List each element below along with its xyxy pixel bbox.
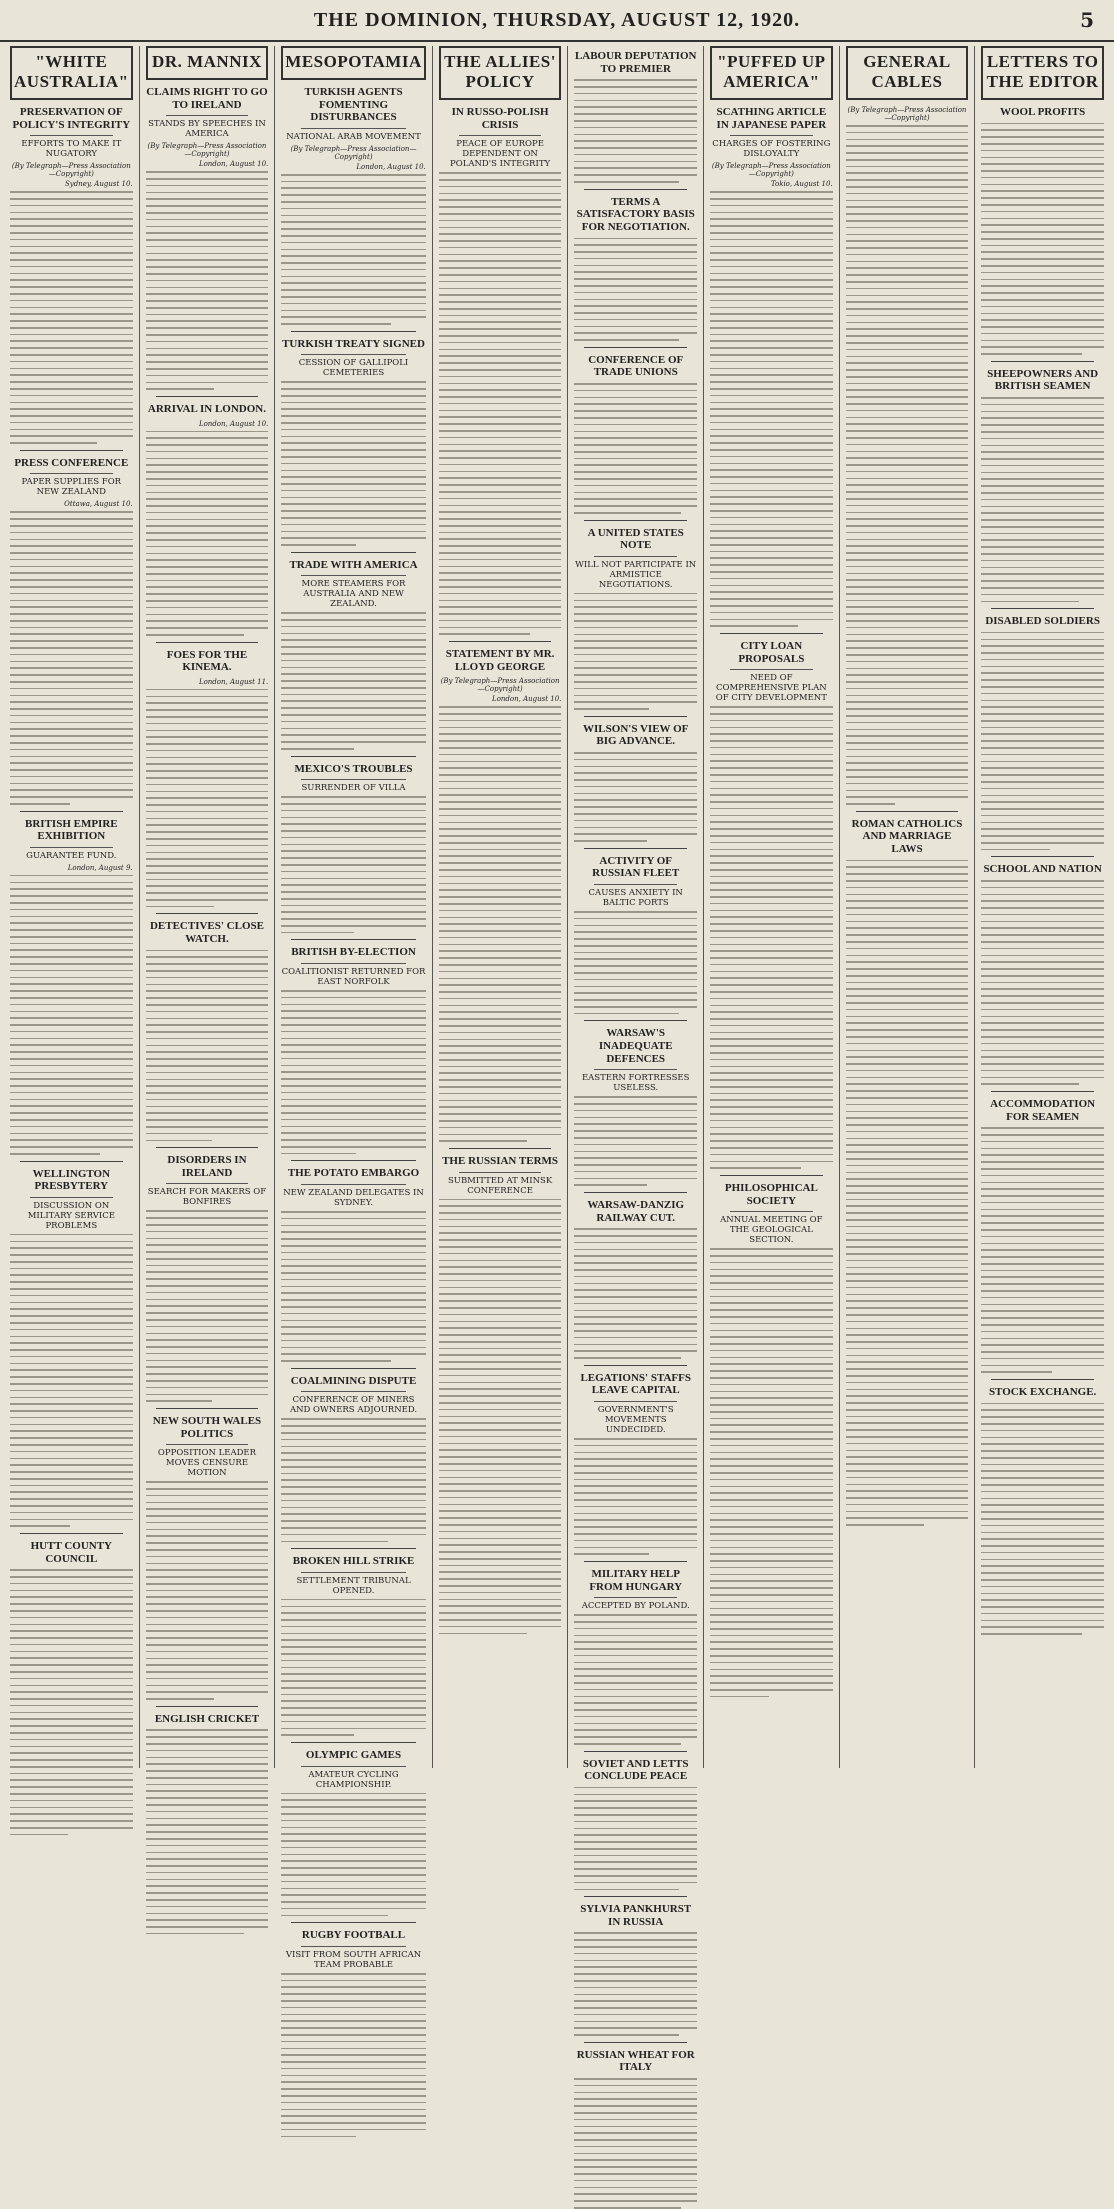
article (981, 608, 1104, 850)
article-subheadline: COALITIONIST RETURNED FOR EAST NORFOLK (281, 967, 426, 988)
article (281, 1742, 425, 1916)
article (574, 1020, 697, 1186)
article (574, 520, 697, 710)
article-subheadline: ANNUAL MEETING OF THE GEOLOGICAL SECTION. (720, 1215, 823, 1246)
article-headline: LABOUR DEPUTATION TO PREMIER (574, 50, 697, 75)
article (574, 1896, 697, 2036)
article (439, 1148, 562, 1634)
article-body-text (981, 632, 1104, 851)
article (981, 1091, 1104, 1373)
article (574, 716, 697, 842)
article-body-text (10, 1234, 133, 1527)
columns-container (4, 46, 1110, 2074)
article-divider (449, 1148, 552, 1149)
banner-headline: LETTERS TO THE EDITOR (986, 52, 1099, 91)
article-body-text (281, 174, 425, 325)
article-divider (584, 1896, 687, 1897)
column-3 (275, 46, 432, 1970)
article-divider (856, 811, 959, 812)
headline-rule (301, 1184, 405, 1185)
article-subheadline: SETTLEMENT TRIBUNAL OPENED. (296, 1575, 411, 1596)
article-divider (20, 811, 123, 812)
article-body-text (574, 383, 697, 513)
article-divider (584, 347, 687, 348)
article-divider (991, 856, 1094, 857)
column-5 (568, 46, 704, 2074)
article-headline: LEGATIONS' STAFFS LEAVE CAPITAL (580, 1371, 691, 1397)
article (146, 1147, 269, 1402)
article (146, 913, 269, 1141)
article-headline: SCHOOL AND NATION (983, 863, 1102, 876)
banner-headline: "PUFFED UP AMERICA" (717, 52, 826, 91)
article-subheadline: CONFERENCE OF MINERS AND OWNERS ADJOURNED. (289, 1395, 418, 1416)
article-headline: PHILOSOPHICAL SOCIETY (724, 1181, 818, 1207)
article-body-text (574, 911, 697, 1014)
article-divider (584, 1192, 687, 1193)
article (981, 1379, 1104, 1635)
banner-headline: THE ALLIES' POLICY (444, 52, 556, 91)
article-divider (156, 1147, 259, 1148)
article-subheadline: SEARCH FOR MAKERS OF BONFIRES (147, 1187, 267, 1208)
article-body-text (574, 593, 697, 710)
article-subheadline: VISIT FROM SOUTH AFRICAN TEAM PROBABLE (285, 1949, 422, 1970)
article-divider (991, 1091, 1094, 1092)
article (710, 106, 833, 627)
article (281, 552, 425, 750)
article-headline: IN RUSSO-POLISH CRISIS (451, 106, 549, 131)
article-headline: BRITISH BY-ELECTION (291, 946, 416, 959)
article-divider (291, 1548, 415, 1549)
article-divider (156, 1706, 259, 1707)
article (846, 106, 969, 805)
article-body-text (281, 612, 425, 749)
article-dateline: London, August 11. (198, 677, 269, 686)
article-headline: STOCK EXCHANGE. (988, 1386, 1097, 1399)
article-subheadline: PAPER SUPPLIES FOR NEW ZEALAND (21, 477, 122, 498)
article-headline: BRITISH EMPIRE EXHIBITION (25, 817, 118, 843)
article-subheadline: NATIONAL ARAB MOVEMENT (286, 131, 421, 142)
article (574, 848, 697, 1015)
article (439, 641, 562, 1142)
article-headline: WELLINGTON PRESBYTERY (32, 1167, 111, 1193)
article-body-text (281, 1793, 425, 1917)
article-body-text (574, 2078, 697, 2208)
article (574, 1751, 697, 1891)
article-body-text (574, 1932, 697, 2035)
article (146, 396, 269, 636)
article-headline: WILSON'S VIEW OF BIG ADVANCE. (583, 722, 689, 748)
article-headline: ACCOMMODATION FOR SEAMEN (990, 1098, 1096, 1123)
headline-rule (459, 1172, 542, 1173)
article-dateline: Tokio, August 10. (770, 180, 833, 189)
article-divider (584, 2042, 687, 2043)
article-divider (291, 1742, 415, 1743)
article (10, 1161, 133, 1527)
article-dateline: Ottawa, August 10. (64, 500, 133, 509)
article-subheadline: WILL NOT PARTICIPATE IN ARMISTICE NEGOTIATIONS. (575, 559, 697, 590)
article-subheadline: CHARGES OF FOSTERING DISLOYALTY (712, 139, 831, 160)
article (710, 633, 833, 1169)
article-divider (156, 913, 259, 914)
article (281, 1548, 425, 1736)
article-body-text (574, 1787, 697, 1890)
article-dateline: London, August 10. (198, 160, 269, 169)
column-4 (433, 46, 569, 1768)
article-subheadline: DISCUSSION ON MILITARY SERVICE PROBLEMS (27, 1200, 115, 1231)
article-headline: OLYMPIC GAMES (305, 1748, 402, 1761)
article-body-text (146, 1729, 269, 1934)
article-body-text (710, 191, 833, 627)
article-body-text (146, 950, 269, 1141)
article-headline: BROKEN HILL STRIKE (292, 1555, 415, 1568)
article-headline: TURKISH TREATY SIGNED (282, 337, 425, 350)
article-divider (584, 716, 687, 717)
masthead (0, 0, 1114, 42)
article-headline: HUTT COUNTY COUNCIL (30, 1539, 113, 1565)
article-headline: TERMS A SATISFACTORY BASIS FOR NEGOTIATION. (576, 195, 695, 233)
column-6 (704, 46, 840, 1768)
article (10, 811, 133, 1155)
article-body-text (574, 752, 697, 842)
article-headline: WOOL PROFITS (999, 106, 1086, 118)
article-divider (584, 1561, 687, 1562)
article-body-text (574, 1228, 697, 1358)
article-divider (584, 1020, 687, 1021)
article-divider (584, 520, 687, 521)
article-divider (584, 848, 687, 849)
article-headline: COALMINING DISPUTE (290, 1374, 417, 1387)
article (981, 106, 1104, 355)
article (281, 756, 425, 934)
article (281, 331, 425, 546)
article-body-text (281, 1418, 425, 1542)
article-headline: THE RUSSIAN TERMS (442, 1154, 559, 1167)
article (574, 1561, 697, 1745)
article-dateline: Sydney, August 10. (64, 180, 133, 189)
article (281, 86, 425, 325)
article-divider (291, 939, 415, 940)
article-subheadline: EASTERN FORTRESSES USELESS. (581, 1073, 690, 1094)
article-byline: (By Telegraph—Press Association—Copyright) (847, 106, 967, 122)
article (981, 361, 1104, 602)
article-subheadline: ACCEPTED BY POLAND. (581, 1601, 690, 1612)
article-body-text (981, 397, 1104, 602)
article-body-text (10, 511, 133, 804)
article-divider (291, 552, 415, 553)
article (710, 1175, 833, 1697)
headline-rule (166, 115, 249, 116)
article-byline: (By Telegraph—Press Association—Copyright) (711, 162, 831, 179)
article-body-text (439, 1199, 562, 1635)
article-headline: RUGBY FOOTBALL (301, 1929, 406, 1942)
article-divider (291, 331, 415, 332)
article-headline: THE POTATO EMBARGO (287, 1167, 420, 1180)
article (146, 642, 269, 908)
article-dateline: London, August 10. (198, 419, 269, 428)
article-byline: (By Telegraph—Press Association—Copyright) (290, 144, 417, 161)
headline-rule (459, 135, 542, 136)
article-body-text (146, 1481, 269, 1700)
article-body-text (146, 431, 269, 636)
article-dateline: London, August 9. (67, 863, 133, 872)
article-headline: MEXICO'S TROUBLES (294, 762, 413, 775)
headline-rule (166, 1183, 249, 1184)
article-subheadline: MORE STEAMERS FOR AUSTRALIA AND NEW ZEALAND. (301, 579, 406, 610)
article (981, 856, 1104, 1085)
article-headline: DETECTIVES' CLOSE WATCH. (149, 920, 264, 946)
article (10, 1533, 133, 1835)
article-body-text (281, 381, 425, 545)
article-byline: (By Telegraph—Press Association—Copyright) (11, 162, 131, 179)
article-body-text (146, 171, 269, 390)
article-body-text (439, 172, 562, 635)
column-7 (840, 46, 976, 1768)
article (439, 106, 562, 635)
article-headline: SOVIET AND LETTS CONCLUDE PEACE (582, 1757, 689, 1783)
article-headline: CONFERENCE OF TRADE UNIONS (588, 353, 684, 379)
article-body-text (574, 1438, 697, 1555)
article-body-text (981, 1127, 1104, 1373)
article-headline: ENGLISH CRICKET (154, 1712, 260, 1725)
column-8 (975, 46, 1110, 1768)
article (846, 811, 969, 1526)
article (10, 106, 133, 444)
article-dateline: London, August 10. (492, 695, 562, 704)
article-body-text (981, 880, 1104, 1085)
masthead-title: THE DOMINION, THURSDAY, AUGUST 12, 1920. (313, 8, 801, 31)
article (574, 1192, 697, 1359)
article-headline: TURKISH AGENTS FOMENTING DISTURBANCES (304, 86, 403, 124)
article-divider (291, 1922, 415, 1923)
article-headline: STATEMENT BY MR. LLOYD GEORGE (445, 648, 555, 673)
article-headline: RUSSIAN WHEAT FOR ITALY (576, 2048, 695, 2074)
article-headline: ROMAN CATHOLICS AND MARRIAGE LAWS (851, 817, 963, 855)
article-body-text (574, 238, 697, 341)
article (574, 347, 697, 514)
article-divider (720, 633, 823, 634)
article (574, 1365, 697, 1555)
article-body-text (10, 191, 133, 444)
article-body-text (146, 689, 269, 908)
article-headline: WARSAW'S INADEQUATE DEFENCES (598, 1027, 673, 1065)
headline-rule (30, 847, 113, 848)
article-divider (584, 189, 687, 190)
headline-rule (594, 1597, 677, 1598)
article-subheadline: GUARANTEE FUND. (26, 850, 117, 861)
headline-rule (301, 128, 405, 129)
article-body-text (281, 796, 425, 933)
headline-rule (301, 1766, 405, 1767)
article-subheadline: NEW ZEALAND DELEGATES IN SYDNEY. (283, 1188, 424, 1209)
article (574, 189, 697, 341)
article-byline: (By Telegraph—Press Association—Copyright) (440, 677, 560, 694)
article-body-text (710, 706, 833, 1169)
article (146, 1706, 269, 1935)
headline-rule (301, 963, 405, 964)
headline-rule (30, 135, 113, 136)
article-divider (156, 396, 259, 397)
article-subheadline: PEACE OF EUROPE DEPENDENT ON POLAND'S INTEGRITY (450, 139, 551, 170)
article-subheadline: CESSION OF GALLIPOLI CEMETERIES (298, 358, 409, 379)
article (146, 1408, 269, 1700)
article-headline: PRESS CONFERENCE (14, 456, 129, 469)
article-body-text (846, 860, 969, 1526)
article-headline: SCATHING ARTICLE IN JAPANESE PAPER (716, 106, 827, 131)
column-banner (846, 46, 969, 100)
article-body-text (10, 875, 133, 1155)
article-divider (20, 450, 123, 451)
article-divider (291, 756, 415, 757)
headline-rule (30, 473, 113, 474)
headline-rule (301, 779, 405, 780)
banner-headline: MESOPOTAMIA (285, 52, 422, 71)
column-banner (10, 46, 133, 100)
article-divider (156, 642, 259, 643)
headline-rule (594, 556, 677, 557)
banner-headline: "WHITE AUSTRALIA" (14, 52, 129, 91)
article-subheadline: EFFORTS TO MAKE IT NUGATORY (21, 139, 122, 160)
article-subheadline: AMATEUR CYCLING CHAMPIONSHIP. (308, 1769, 399, 1790)
page-number: 5 (1080, 8, 1094, 32)
article-divider (449, 641, 552, 642)
article-headline: WARSAW-DANZIG RAILWAY CUT. (587, 1199, 685, 1224)
article-subheadline: NEED OF COMPREHENSIVE PLAN OF CITY DEVELOPMENT (715, 673, 827, 704)
article-headline: DISORDERS IN IRELAND (167, 1154, 247, 1179)
headline-rule (301, 1946, 405, 1947)
article-divider (20, 1533, 123, 1534)
article-divider (20, 1161, 123, 1162)
article-body-text (281, 1211, 425, 1362)
article (146, 86, 269, 390)
article-headline: PRESERVATION OF POLICY'S INTEGRITY (12, 106, 131, 131)
article-body-text (439, 706, 562, 1142)
headline-rule (594, 1401, 677, 1402)
article-divider (991, 361, 1094, 362)
article-body-text (281, 1599, 425, 1736)
article-subheadline: STANDS BY SPEECHES IN AMERICA (148, 119, 266, 140)
headline-rule (730, 669, 813, 670)
article-headline: ACTIVITY OF RUSSIAN FLEET (592, 854, 680, 880)
article (281, 1160, 425, 1361)
article-body-text (281, 990, 425, 1154)
headline-rule (594, 884, 677, 885)
article-body-text (281, 1973, 425, 2137)
article-headline: CITY LOAN PROPOSALS (738, 639, 805, 665)
article-dateline: London, August 10. (356, 162, 426, 171)
article-subheadline: GOVERNMENT'S MOVEMENTS UNDECIDED. (597, 1405, 674, 1435)
article-headline: SYLVIA PANKHURST IN RUSSIA (580, 1903, 692, 1928)
article-body-text (574, 1614, 697, 1744)
article-divider (156, 1408, 259, 1409)
headline-rule (301, 1572, 405, 1573)
column-banner (281, 46, 425, 80)
article-body-text (710, 1248, 833, 1697)
article-divider (291, 1160, 415, 1161)
article (281, 1922, 425, 2137)
article-body-text (981, 1403, 1104, 1635)
column-banner (710, 46, 833, 100)
headline-rule (30, 1197, 113, 1198)
article-body-text (574, 79, 697, 182)
article-body-text (146, 1210, 269, 1401)
headline-rule (594, 1069, 677, 1070)
article-headline: TRADE WITH AMERICA (289, 558, 418, 571)
article (281, 1368, 425, 1542)
article-body-text (10, 1569, 133, 1835)
banner-headline: DR. MANNIX (152, 52, 262, 71)
article-headline: FOES FOR THE KINEMA. (166, 648, 248, 674)
article-body-text (846, 125, 969, 805)
article-divider (720, 1175, 823, 1176)
article-divider (991, 608, 1094, 609)
article (10, 450, 133, 805)
headline-rule (730, 1211, 813, 1212)
article-headline: ARRIVAL IN LONDON. (147, 402, 266, 415)
article-headline: DISABLED SOLDIERS (985, 615, 1100, 628)
column-banner (439, 46, 562, 100)
column-1 (4, 46, 140, 1768)
article-headline: MILITARY HELP FROM HUNGARY (589, 1567, 683, 1593)
headline-rule (301, 1391, 405, 1392)
article-subheadline: SURRENDER OF VILLA (301, 783, 406, 794)
headline-rule (730, 135, 813, 136)
column-2 (140, 46, 276, 1768)
column-banner (981, 46, 1104, 100)
article-subheadline: SUBMITTED AT MINSK CONFERENCE (447, 1175, 553, 1196)
article (574, 50, 697, 183)
article-headline: CLAIMS RIGHT TO GO TO IRELAND (146, 86, 268, 111)
article-divider (991, 1379, 1094, 1380)
article-headline: NEW SOUTH WALES POLITICS (152, 1414, 262, 1440)
article-subheadline: CAUSES ANXIETY IN BALTIC PORTS (588, 888, 683, 909)
article-headline: A UNITED STATES NOTE (587, 526, 684, 552)
article-divider (584, 1365, 687, 1366)
article-subheadline: OPPOSITION LEADER MOVES CENSURE MOTION (157, 1448, 257, 1479)
banner-headline: GENERAL CABLES (863, 52, 951, 91)
article (281, 939, 425, 1154)
article-byline: (By Telegraph—Press Association—Copyright) (147, 142, 267, 159)
article-divider (584, 1751, 687, 1752)
headline-rule (301, 575, 405, 576)
article (574, 2042, 697, 2209)
article-divider (291, 1368, 415, 1369)
headline-rule (301, 354, 405, 355)
article-body-text (981, 123, 1104, 355)
column-banner (146, 46, 269, 80)
headline-rule (166, 1444, 249, 1445)
article-headline: SHEEPOWNERS AND BRITISH SEAMEN (987, 367, 1099, 393)
article-body-text (574, 1096, 697, 1186)
